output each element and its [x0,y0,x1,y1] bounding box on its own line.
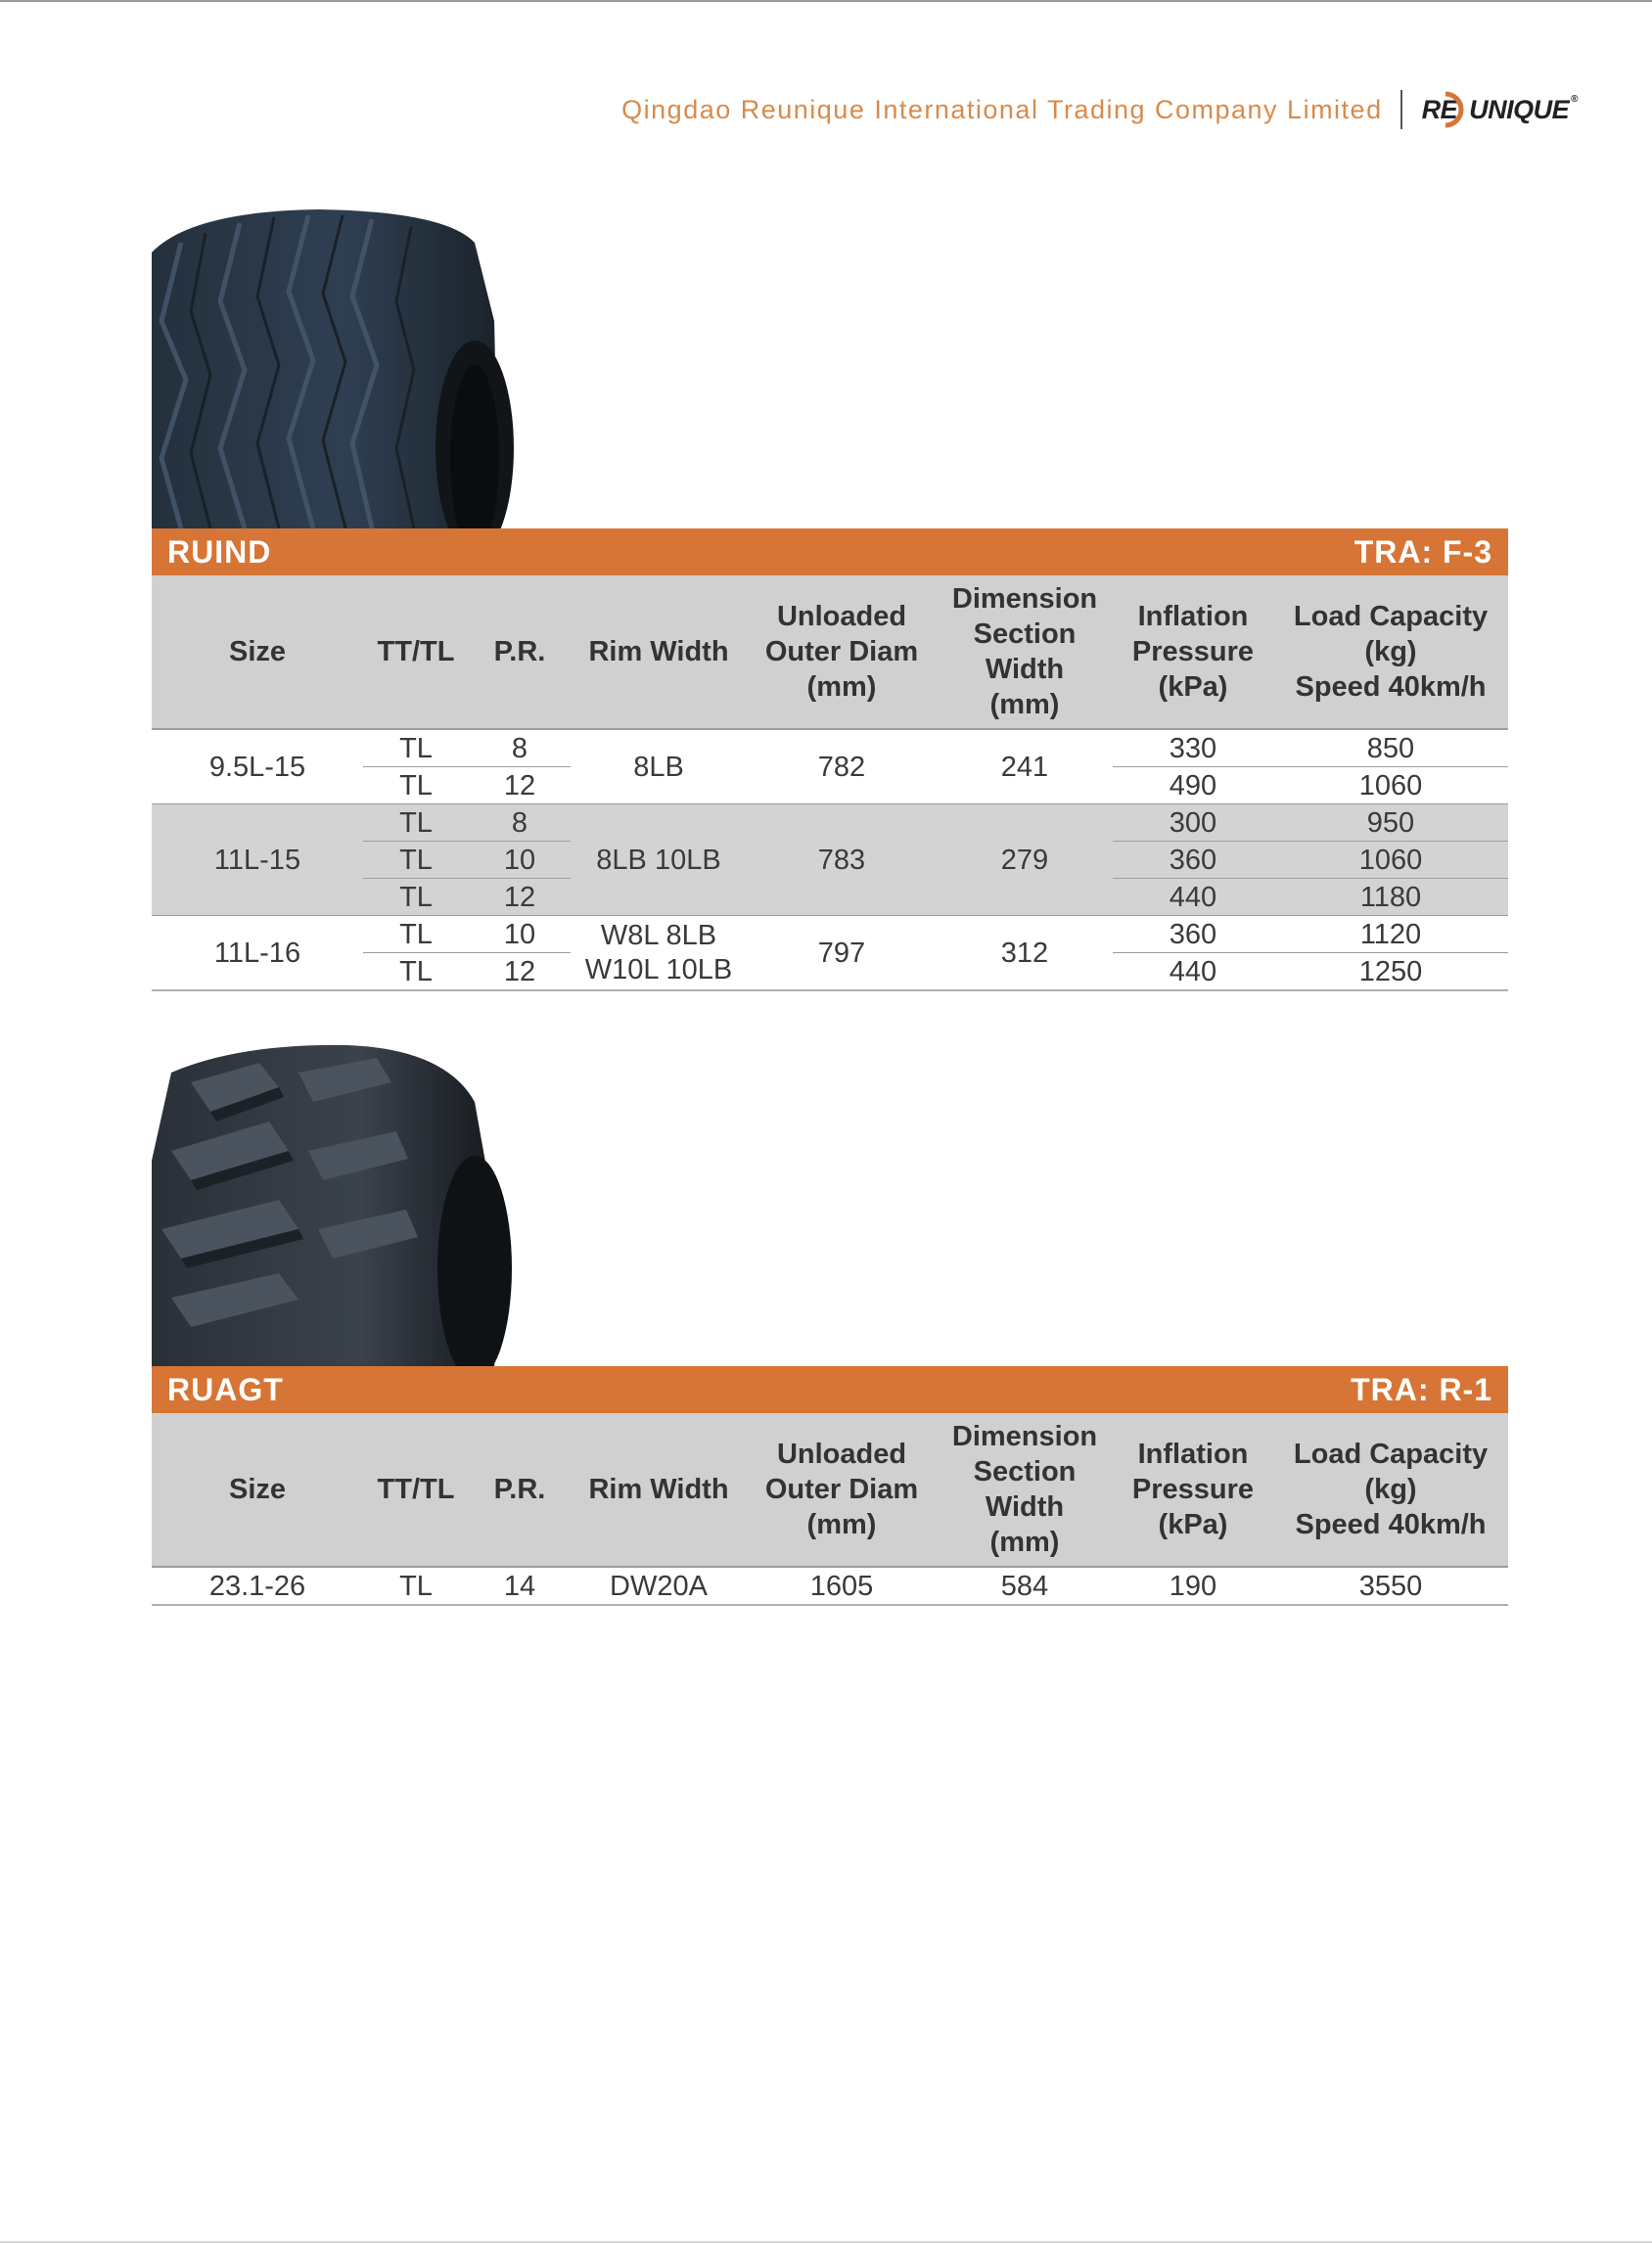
inflation-cell: 440 [1113,953,1273,991]
pr-cell: 12 [469,767,571,804]
tt-cell: TL [363,953,469,991]
pr-cell: 8 [469,804,571,842]
table-row [152,1567,1508,1605]
pr-cell: 12 [469,953,571,991]
ruagt-title-bar [152,1366,1508,1413]
load-cell: 1180 [1273,879,1508,916]
size-cell: 11L-15 [152,804,363,916]
col-outer-diam-header: Unloaded Outer Diam (mm) [747,1413,937,1567]
inflation-cell: 440 [1113,879,1273,916]
section-width-cell: 279 [937,804,1113,916]
brand-logo [1422,90,1578,129]
tt-cell: TL [363,842,469,879]
outer-diam-cell: 1605 [747,1567,937,1605]
load-cell: 850 [1273,729,1508,767]
tt-cell: TL [363,916,469,953]
col-load-header: Load Capacity (kg) Speed 40km/h [1273,1413,1508,1567]
col-load-header: Load Capacity (kg) Speed 40km/h [1273,575,1508,729]
pr-cell: 12 [469,879,571,916]
size-cell: 9.5L-15 [152,729,363,804]
col-pr-header: P.R. [469,1413,571,1567]
ruind-section [152,528,1508,991]
outer-diam-cell: 797 [747,916,937,991]
size-cell: 23.1-26 [152,1567,363,1605]
col-section-width-header: Dimension Section Width (mm) [937,575,1113,729]
ruagt-section [152,1366,1508,1606]
rim-line: W8L 8LB [600,919,717,951]
section-width-cell: 584 [937,1567,1113,1605]
load-cell: 1250 [1273,953,1508,991]
col-inflation-header: Inflation Pressure (kPa) [1113,1413,1273,1567]
company-name: Qingdao Reunique International Trading Company Limited [621,94,1383,124]
pr-cell: 10 [469,842,571,879]
pr-cell: 10 [469,916,571,953]
rim-cell: 8LB [571,729,747,804]
tt-cell: TL [363,879,469,916]
table-row [152,916,1508,953]
ruagt-tra: TRA: R-1 [1351,1371,1492,1407]
load-cell: 1060 [1273,842,1508,879]
inflation-cell: 300 [1113,804,1273,842]
inflation-cell: 330 [1113,729,1273,767]
ruind-name: RUIND [167,533,272,570]
load-cell: 1120 [1273,916,1508,953]
logo-registered-mark: ® [1571,94,1578,105]
top-rule [0,0,1652,2]
load-cell: 950 [1273,804,1508,842]
page-header [621,88,1578,131]
ruagt-name: RUAGT [167,1371,284,1407]
outer-diam-cell: 782 [747,729,937,804]
table-row [152,729,1508,767]
tt-cell: TL [363,729,469,767]
tt-cell: TL [363,1567,469,1605]
table-row [152,804,1508,842]
ruagt-spec-table [152,1413,1508,1606]
col-section-width-header: Dimension Section Width (mm) [937,1413,1113,1567]
tt-cell: TL [363,804,469,842]
pr-cell: 8 [469,729,571,767]
ruind-title-bar [152,528,1508,575]
ruind-spec-table [152,575,1508,991]
inflation-cell: 190 [1113,1567,1273,1605]
col-outer-diam-header: Unloaded Outer Diam (mm) [747,575,937,729]
col-inflation-header: Inflation Pressure (kPa) [1113,575,1273,729]
col-rim-header: Rim Width [571,575,747,729]
pr-cell: 14 [469,1567,571,1605]
load-cell: 3550 [1273,1567,1508,1605]
section-width-cell: 312 [937,916,1113,991]
col-pr-header: P.R. [469,575,571,729]
size-cell: 11L-16 [152,916,363,991]
ruagt-header-row [152,1413,1508,1567]
ruagt-tire-image [152,1043,514,1368]
rim-cell [571,916,747,991]
ruind-tra: TRA: F-3 [1354,533,1492,570]
col-size-header: Size [152,1413,363,1567]
rim-cell: DW20A [571,1567,747,1605]
logo-unique: UNIQUE [1469,94,1570,124]
outer-diam-cell: 783 [747,804,937,916]
section-width-cell: 241 [937,729,1113,804]
inflation-cell: 490 [1113,767,1273,804]
inflation-cell: 360 [1113,842,1273,879]
logo-re: RE [1421,94,1458,124]
logo-arc-icon [1440,90,1473,129]
col-rim-header: Rim Width [571,1413,747,1567]
col-tt-header: TT/TL [363,575,469,729]
load-cell: 1060 [1273,767,1508,804]
tt-cell: TL [363,767,469,804]
col-size-header: Size [152,575,363,729]
header-divider [1400,90,1402,129]
ruind-header-row [152,575,1508,729]
inflation-cell: 360 [1113,916,1273,953]
rim-cell: 8LB 10LB [571,804,747,916]
rim-line: W10L 10LB [584,953,733,985]
col-tt-header: TT/TL [363,1413,469,1567]
ruind-tire-image [152,204,514,528]
